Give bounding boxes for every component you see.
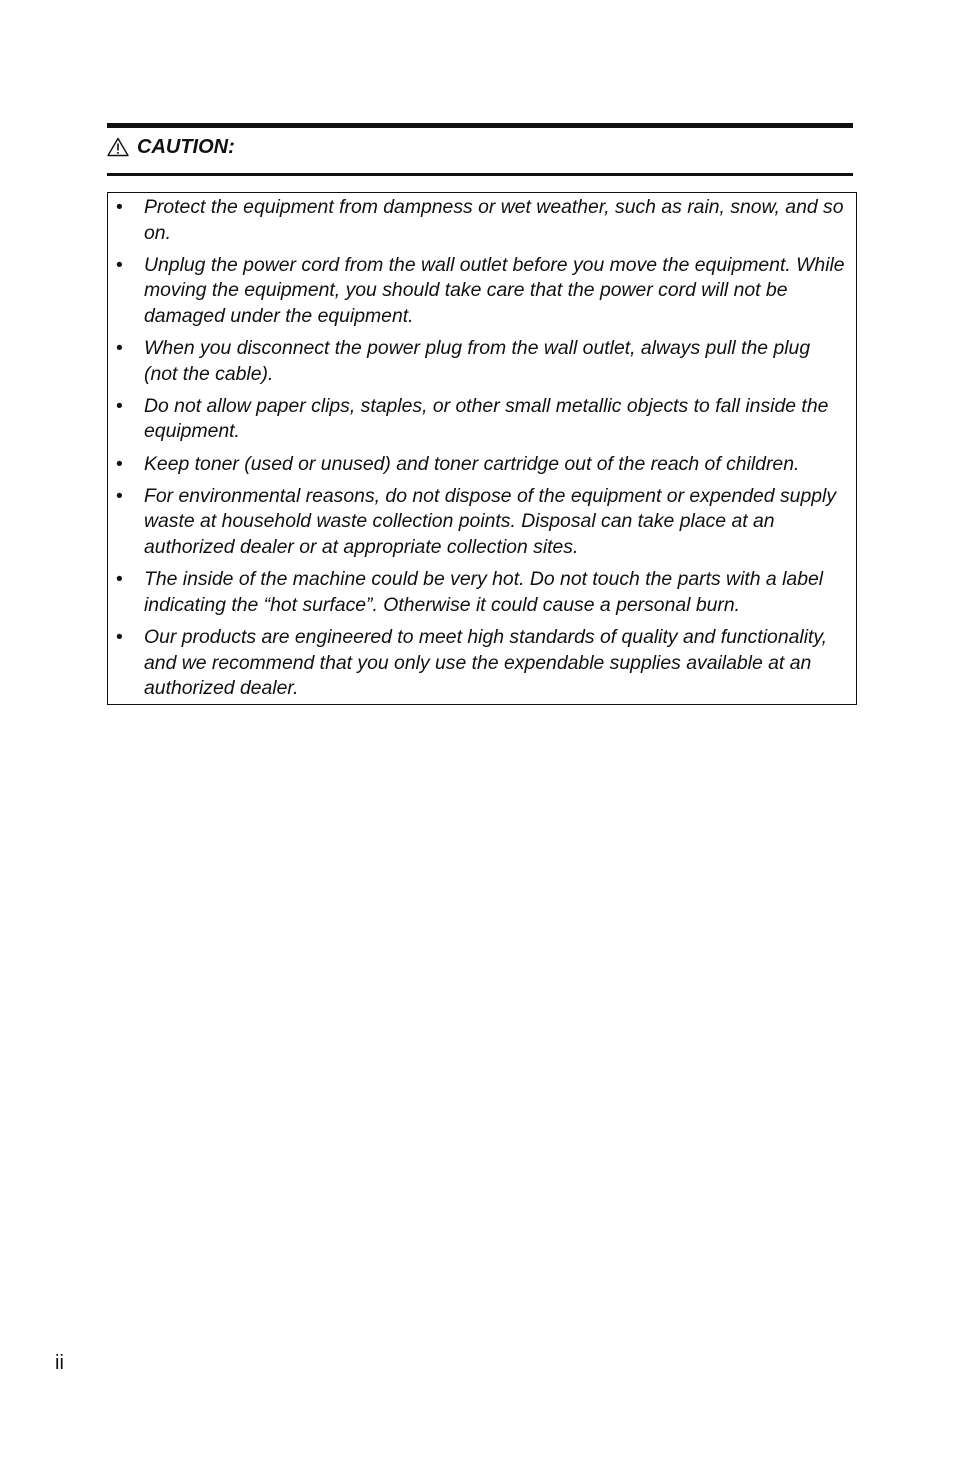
bullet: • — [116, 394, 123, 417]
caution-item — [108, 336, 846, 387]
caution-text: When you disconnect the power plug from the wall outlet, always pull the plug (not the cable). — [144, 337, 811, 385]
caution-text: Our products are engineered to meet high standards of quality and functionality, and we recommend that you only use the expendable supplies available at an authorized dealer. — [144, 626, 828, 700]
bullet: • — [116, 568, 123, 591]
page-number: ii — [55, 1352, 64, 1374]
bullet: • — [116, 452, 123, 475]
bullet: • — [116, 626, 123, 649]
caution-text: The inside of the machine could be very hot. Do not touch the parts with a label indicating the “hot surface”. Otherwise it could cause a personal burn. — [144, 568, 824, 616]
caution-item — [108, 484, 846, 561]
caution-text: Do not allow paper clips, staples, or other small metallic objects to fall inside the equipment. — [144, 394, 829, 443]
warning-triangle-icon — [107, 137, 129, 157]
bullet: • — [116, 196, 123, 218]
top-rule — [107, 123, 853, 128]
caution-item — [108, 253, 846, 330]
bullet: • — [116, 337, 123, 360]
caution-header — [107, 133, 235, 161]
caution-box — [107, 192, 857, 705]
caution-item — [108, 625, 846, 702]
caution-text: For environmental reasons, do not dispose of the equipment or expended supply waste at household waste collection points. Disposal can take place at an authorized dealer or at appropriate collection sites. — [144, 484, 837, 558]
caution-list — [108, 195, 846, 702]
caution-item — [108, 567, 846, 618]
header-divider — [107, 173, 853, 176]
bullet: • — [116, 253, 123, 276]
caution-text: Protect the equipment from dampness or wet weather, such as rain, snow, and so on. — [144, 196, 844, 244]
caution-item — [108, 195, 846, 246]
caution-text: Keep toner (used or unused) and toner cartridge out of the reach of children. — [144, 452, 800, 475]
caution-item — [108, 394, 846, 445]
caution-label: CAUTION: — [137, 135, 235, 158]
bullet: • — [116, 484, 123, 507]
caution-text: Unplug the power cord from the wall outlet before you move the equipment. While moving the equipment, you should take care that the power cord will not be damaged under the equipment. — [144, 253, 845, 327]
caution-item — [108, 452, 846, 478]
